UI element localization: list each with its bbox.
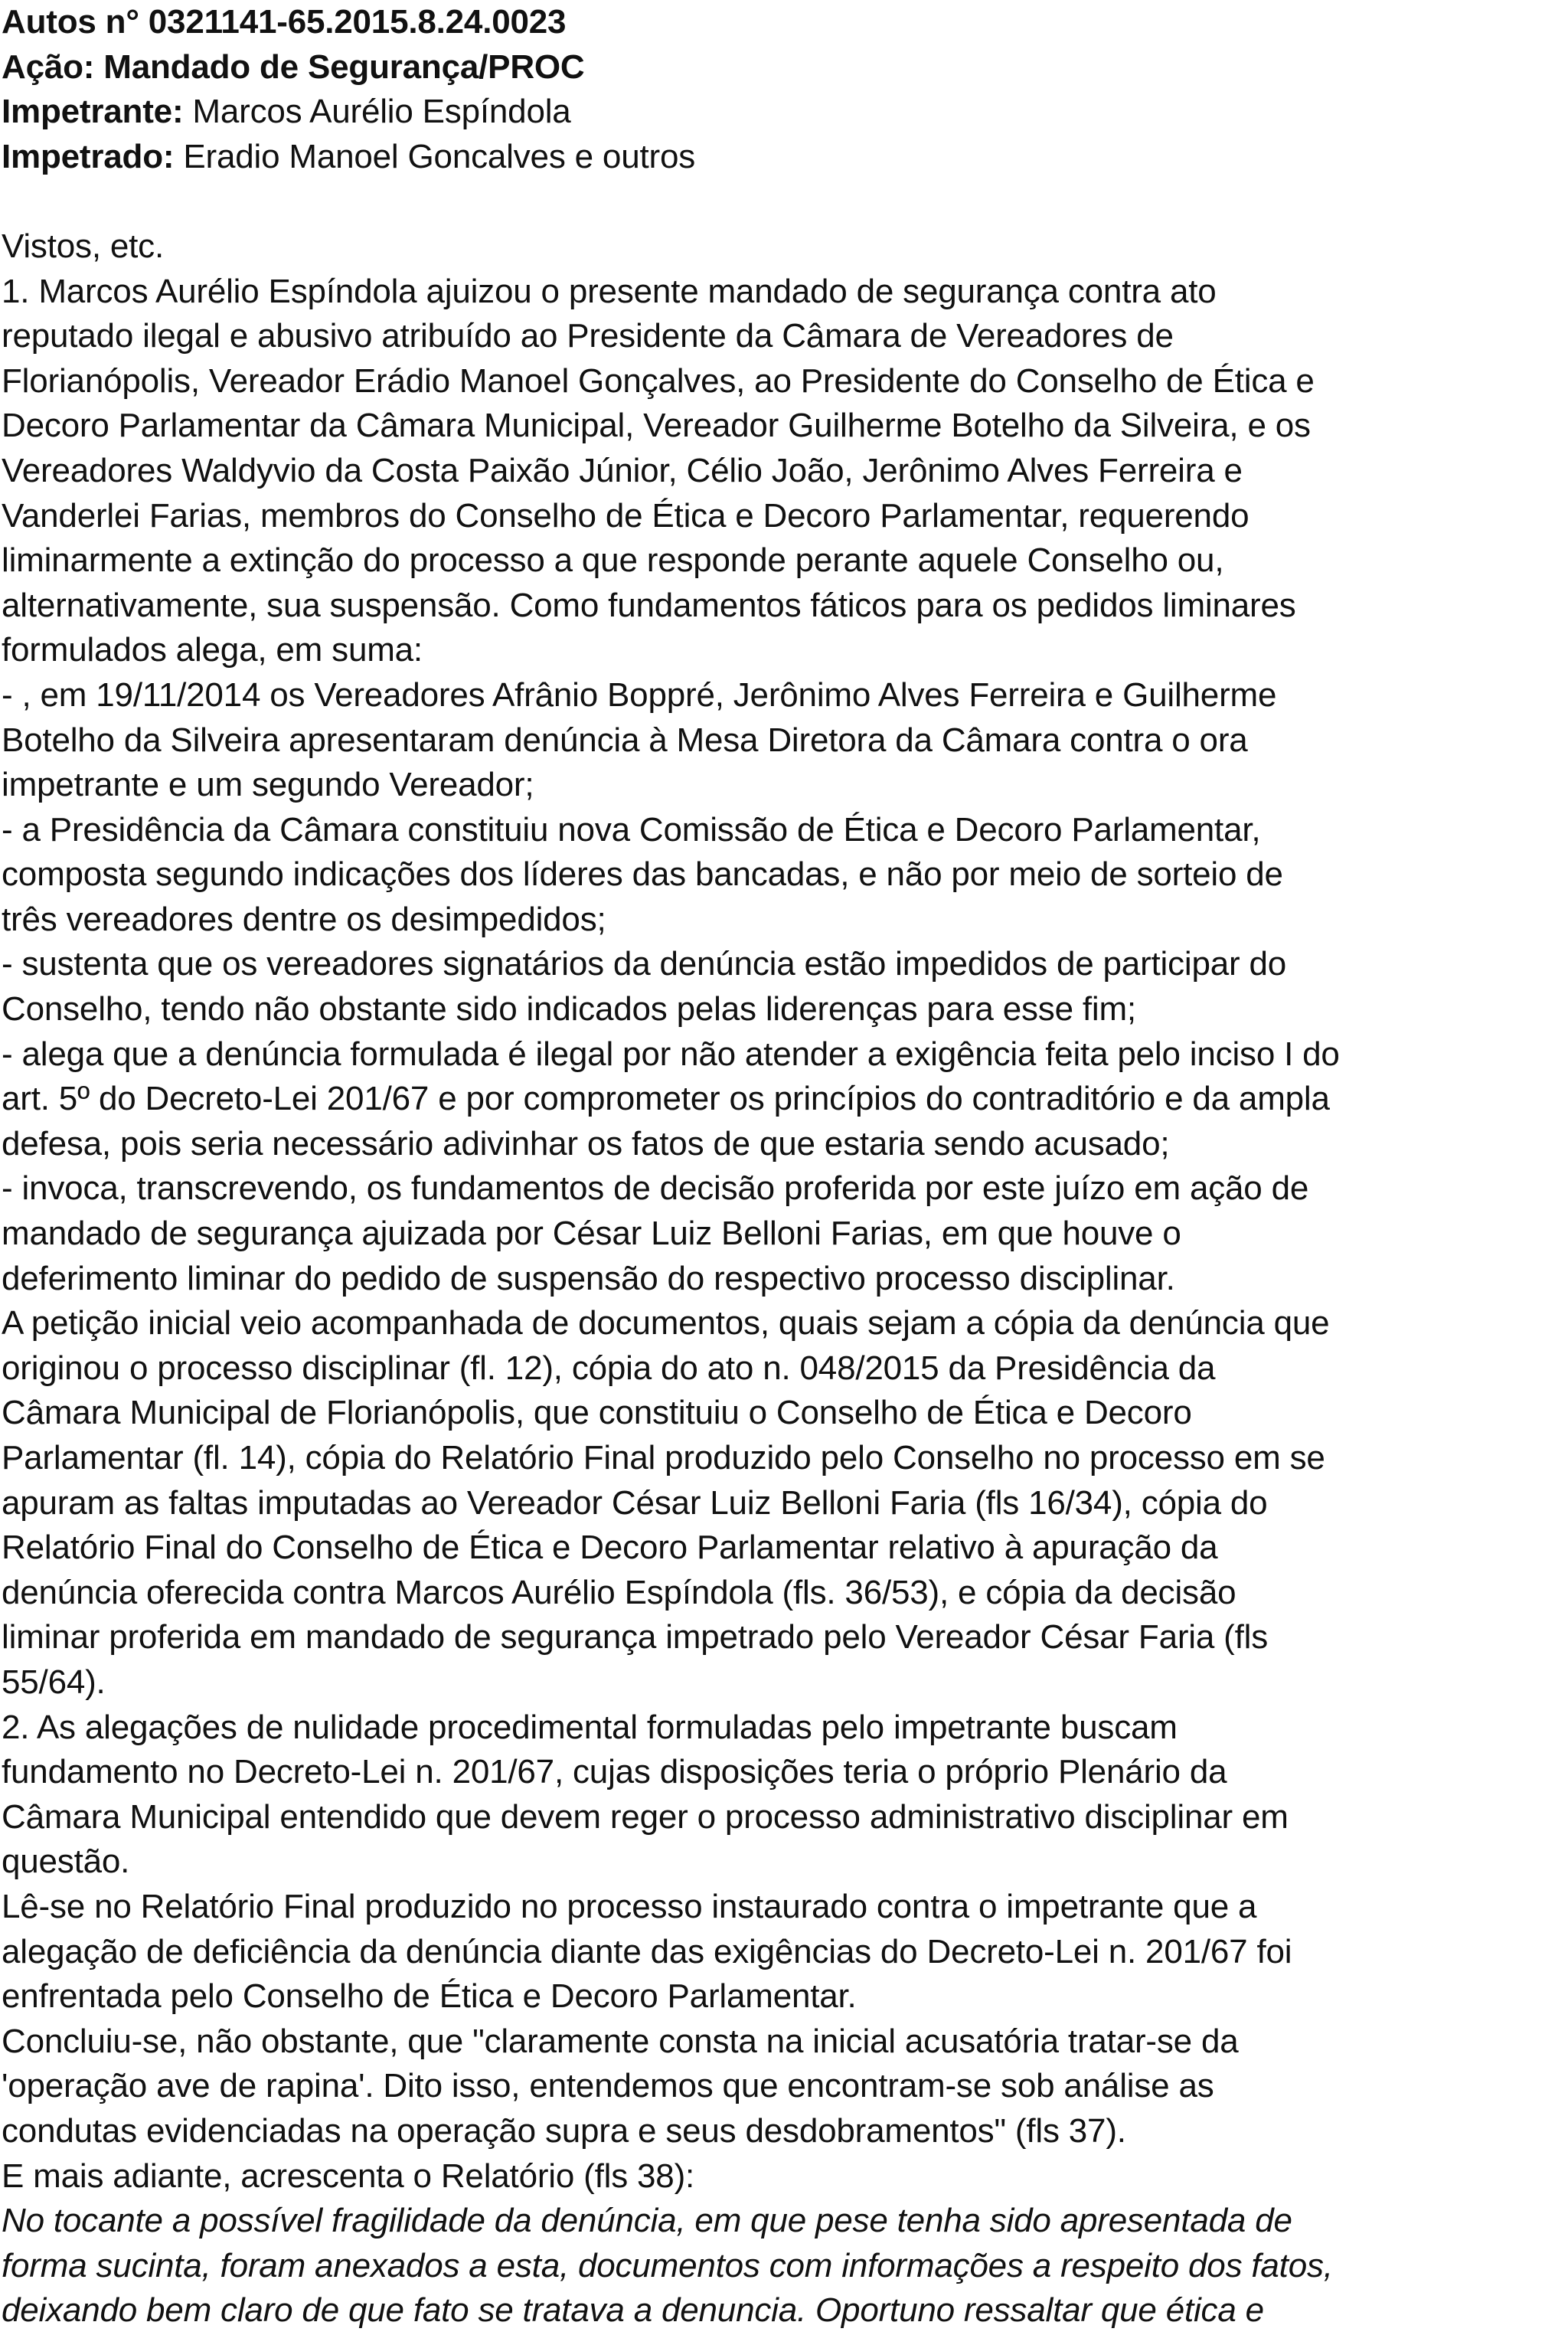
body-line: denúncia oferecida contra Marcos Aurélio Espíndola (fls. 36/53), e cópia da decisão: [2, 1573, 1236, 1611]
body-line: apuram as faltas imputadas ao Vereador César Luiz Belloni Faria (fls 16/34), cópia do: [2, 1483, 1268, 1522]
body-line: Parlamentar (fl. 14), cópia do Relatório Final produzido pelo Conselho no processo em se: [2, 1439, 1325, 1477]
body-line: Vanderlei Farias, membros do Conselho de Ética e Decoro Parlamentar, requerendo: [2, 496, 1250, 535]
quoted-line: No tocante a possível fragilidade da denúncia, em que pese tenha sido apresentada de: [2, 2202, 1292, 2240]
action-type: Ação: Mandado de Segurança/PROC: [2, 47, 585, 86]
body-line: alegação de deficiência da denúncia diante das exigências do Decreto-Lei n. 201/67 foi: [2, 1932, 1292, 1970]
body-line: três vereadores dentre os desimpedidos;: [2, 900, 606, 938]
body-line: 1. Marcos Aurélio Espíndola ajuizou o presente mandado de segurança contra ato: [2, 272, 1217, 310]
body-line: originou o processo disciplinar (fl. 12), cópia do ato n. 048/2015 da Presidência da: [2, 1349, 1216, 1387]
body-line: 2. As alegações de nulidade procedimental formuladas pelo impetrante buscam: [2, 1708, 1178, 1746]
body-line: Concluiu-se, não obstante, que "claramente consta na inicial acusatória tratar-se da: [2, 2022, 1239, 2060]
body-line: deferimento liminar do pedido de suspensão do respectivo processo disciplinar.: [2, 1259, 1175, 1297]
body-line: liminarmente a extinção do processo a que responde perante aquele Conselho ou,: [2, 541, 1224, 580]
body-line: - , em 19/11/2014 os Vereadores Afrânio Boppré, Jerônimo Alves Ferreira e Guilherme: [2, 675, 1277, 714]
body-line: Relatório Final do Conselho de Ética e Decoro Parlamentar relativo à apuração da: [2, 1529, 1218, 1567]
body-line: reputado ilegal e abusivo atribuído ao Presidente da Câmara de Vereadores de: [2, 317, 1174, 355]
body-line: - alega que a denúncia formulada é ilegal por não atender a exigência feita pelo inciso I do: [2, 1035, 1340, 1073]
petitioner-line: [2, 90, 1566, 135]
body-line: E mais adiante, acrescenta o Relatório (fls 38):: [2, 2157, 695, 2195]
body-line: defesa, pois seria necessário adivinhar os fatos de que estaria sendo acusado;: [2, 1124, 1170, 1163]
body-line: questão.: [2, 1843, 130, 1881]
body-line: fundamento no Decreto-Lei n. 201/67, cujas disposições teria o próprio Plenário da: [2, 1753, 1227, 1791]
case-number: Autos n° 0321141-65.2015.8.24.0023: [2, 3, 567, 41]
body-line: Vereadores Waldyvio da Costa Paixão Júnior, Célio João, Jerônimo Alves Ferreira e: [2, 451, 1243, 489]
case-header: [2, 0, 1566, 179]
body-line: Câmara Municipal de Florianópolis, que constituiu o Conselho de Ética e Decoro: [2, 1394, 1192, 1432]
body-line: condutas evidenciadas na operação supra e seus desdobramentos" (fls 37).: [2, 2111, 1126, 2150]
quoted-line: forma sucinta, foram anexados a esta, documentos com informações a respeito dos fatos,: [2, 2246, 1333, 2284]
body-line: Conselho, tendo não obstante sido indicados pelas liderenças para esse fim;: [2, 990, 1136, 1029]
body-line: 'operação ave de rapina'. Dito isso, entendemos que encontram-se sob análise as: [2, 2067, 1214, 2105]
body-line: A petição inicial veio acompanhada de documentos, quais sejam a cópia da denúncia que: [2, 1304, 1330, 1342]
body-line: Botelho da Silveira apresentaram denúncia à Mesa Diretora da Câmara contra o ora: [2, 721, 1248, 759]
respondent-label: Impetrado:: [2, 137, 175, 175]
blank-line: [2, 179, 1566, 224]
respondent-name: Eradio Manoel Goncalves e outros: [174, 137, 696, 175]
body-line: alternativamente, sua suspensão. Como fundamentos fáticos para os pedidos liminares: [2, 586, 1296, 624]
decision-body: [2, 224, 1566, 2199]
body-line: - sustenta que os vereadores signatários da denúncia estão impedidos de participar do: [2, 945, 1287, 983]
quoted-passage: [2, 2199, 1566, 2333]
body-line: formulados alega, em suma:: [2, 631, 423, 669]
petitioner-name: Marcos Aurélio Espíndola: [183, 93, 571, 131]
respondent-line: [2, 135, 1566, 180]
body-line: 55/64).: [2, 1663, 106, 1701]
body-line: mandado de segurança ajuizada por César Luiz Belloni Farias, em que houve o: [2, 1215, 1181, 1253]
quoted-line: deixando bem claro de que fato se tratava a denuncia. Oportuno ressaltar que ética e: [2, 2291, 1264, 2330]
body-line: Câmara Municipal entendido que devem reger o processo administrativo disciplinar em: [2, 1797, 1289, 1836]
body-line: Decoro Parlamentar da Câmara Municipal, Vereador Guilherme Botelho da Silveira, e os: [2, 407, 1311, 445]
body-line: - a Presidência da Câmara constituiu nova Comissão de Ética e Decoro Parlamentar,: [2, 810, 1261, 849]
body-line: art. 5º do Decreto-Lei 201/67 e por comprometer os princípios do contraditório e da ampla: [2, 1080, 1330, 1118]
body-line: Vistos, etc.: [2, 227, 164, 265]
body-line: Florianópolis, Vereador Erádio Manoel Gonçalves, ao Presidente do Conselho de Ética e: [2, 361, 1315, 400]
body-line: impetrante e um segundo Vereador;: [2, 766, 534, 804]
petitioner-label: Impetrante:: [2, 93, 184, 131]
body-line: Lê-se no Relatório Final produzido no processo instaurado contra o impetrante que a: [2, 1887, 1257, 1925]
body-line: - invoca, transcrevendo, os fundamentos de decisão proferida por este juízo em ação de: [2, 1169, 1309, 1208]
body-line: enfrentada pelo Conselho de Ética e Decoro Parlamentar.: [2, 1977, 857, 2016]
body-line: liminar proferida em mandado de segurança impetrado pelo Vereador César Faria (fls: [2, 1618, 1269, 1656]
body-line: composta segundo indicações dos líderes das bancadas, e não por meio de sorteio de: [2, 855, 1283, 894]
